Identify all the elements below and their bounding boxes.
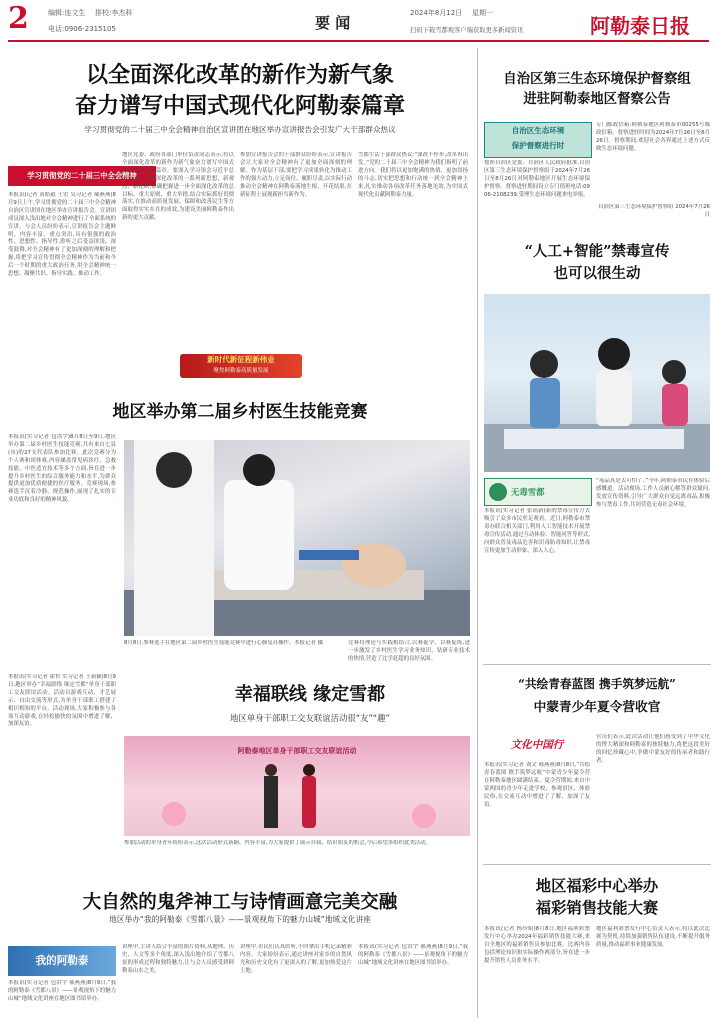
doctor-bottom-text: 竞赛将理论与实践相结合,以赛促学、以赛促练,进一步激发了乡村医生学习业务知识、钻研专业技术的热情,营造了比学赶超的良好氛围。 bbox=[348, 640, 470, 662]
youth-title-line2: 中蒙青少年夏令营收官 bbox=[533, 699, 661, 714]
lead-title-line1: 以全面深化改革的新作为新气象 bbox=[85, 62, 394, 88]
inspection-badge bbox=[484, 122, 592, 158]
phone-credit: 电话:0906-2315105 bbox=[48, 25, 116, 33]
lead-col-1: 本报讯(记者 黄皓毅 王宏 吴习记者 郝燕燕)8月9日上午,学习贯彻党的二十届三中全会精神自治区宣讲团在地区举办宣讲报告会。宣讲团成员深入浅出地对全会精神进行了全面系统的宣讲。与会人员纷纷表示,宣讲报告会主题鲜明、内容丰富、重点突出,具有很强的政治性、思想性、指导性,聆听之后受益匪浅、深受鼓舞,对全会精神有了更加深刻的理解和把握,将把学习宣传贯彻全会精神作为当前和今后一个时期的重大政治任务,用全会精神统一思想、凝聚共识、指导实践、推动工作。 bbox=[8, 192, 116, 278]
lottery-col-2: 地区福利彩票发行中心负责人表示,将以此次比赛为契机,持续加强销售队伍建设,不断提升服务质量,推动福彩事业健康发展。 bbox=[596, 926, 710, 948]
nature-badge bbox=[8, 946, 116, 976]
antidrug-col-2: “毒品真是太可怕了。”今年,阿勒泰市民在体验后感慨道。活动现场,工作人员耐心解答群众疑问,发放宣传资料,引导广大群众自觉远离毒品,积极参与禁毒工作,共同营造无毒社会环境。 bbox=[596, 478, 710, 508]
singles-banner-text: 阿勒泰地区单身干部职工交友联谊活动 bbox=[237, 747, 357, 755]
singles-col-1: 本报讯(实习记者 霍哲 实习记者 王新颖)8月9日,地区举办“幸福联线 缘定雪都”单身干部职工交友联谊活动。活动以游戏互动、才艺展示、自由交流等形式,为单身干部职工搭建了相识相知的平台。活动现场,大家积极参与各项互动游戏,在轻松愉快的氛围中增进了解、加深友谊。 bbox=[8, 674, 116, 728]
nature-col-4: 本报讯(实习记者 包洪宇 郝燕燕)8月9日,“我的阿勒泰《雪都八景》——景观视角下的魅力山城”地域文化讲座在地区图书馆举办。 bbox=[358, 944, 468, 966]
nature-col-2: 讲座中,主讲人结合丰富的图片资料,从地理、历史、人文等多个角度,深入浅出地介绍了雪都八景的形成过程和独特魅力,让与会人员感受到阿勒泰山水之美。 bbox=[122, 944, 234, 974]
nature-col-1: 本报讯(实习记者 包洪宇 郝燕燕)8月9日,“我的阿勒泰《雪都八景》——景观视角下的魅力山城”地域文化讲座在地区图书馆举办。 bbox=[8, 980, 116, 1002]
singles-photo-scene bbox=[124, 736, 470, 836]
nature-badge-text: 我的阿勒泰 bbox=[35, 955, 89, 967]
singles-subtitle: 地区单身干部职工交友联谊活动很“友”“趣” bbox=[230, 713, 390, 723]
inspection-right-text: 专门邮政信箱:阿勒泰地区阿勒泰市00255号邮政信箱。督察进驻时间为2024年7月26日至8月26日。督察期间,欢迎社会各界通过上述方式反映生态环境问题。 bbox=[596, 122, 710, 152]
singles-col-2: 参加活动的单身青年纷纷表示,这次活动形式新颖、内容丰富,为大家提供了展示自我、结识朋友的机会,今后希望多组织此类活动。 bbox=[124, 840, 432, 846]
lead-banner-text: 学习贯彻党的二十届三中全会精神 bbox=[27, 171, 137, 180]
nature-col-3: 讲座中,市民们认真聆听,不时拿出手机记录精彩内容。大家纷纷表示,通过讲座对家乡的自然风光和历史文化有了更深入的了解,更加热爱这片土地。 bbox=[240, 944, 352, 974]
doctor-caption: 8月8日,参赛选手在地区第二届乡村医生技能竞赛中进行心肺复苏操作。本报记者 摄 bbox=[124, 640, 323, 646]
singles-photo bbox=[124, 736, 470, 836]
doctor-badge-line2: 聚焦阿勒泰高质量发展 bbox=[213, 368, 269, 374]
lead-title-line2: 奋力谱写中国式现代化阿勒泰篇章 bbox=[74, 93, 405, 119]
inspection-title-line1: 自治区第三生态环境保护督察组 bbox=[503, 71, 691, 87]
column-divider bbox=[477, 48, 478, 1018]
lead-col-4: 雪都生活干部群众热议:“深改不停步,改革再出发。”党的二十届三中全会精神为我们指明了前进方向。我们将以更加饱满的热情、更加昂扬的斗志,切实把思想和行动统一到全会精神上来,扎实推动各项改革任务落地见效,为中国式现代化贡献阿勒泰力量。 bbox=[358, 152, 468, 198]
antidrug-photo-scene bbox=[484, 294, 710, 472]
youth-title-line1: “共绘青春蓝图 携手筑梦远航” bbox=[518, 677, 676, 691]
lottery-title-line2: 福彩销售技能大赛 bbox=[535, 899, 659, 917]
doctor-photo bbox=[124, 440, 470, 636]
editor-credit: 编辑:连文生 bbox=[48, 9, 86, 17]
antidrug-photo bbox=[484, 294, 710, 472]
inspection-signoff: 自治区第三生态环境保护督察组 2024年7月26日 bbox=[598, 204, 710, 218]
lottery-title-line1: 地区福彩中心举办 bbox=[535, 877, 659, 895]
badge-emblem-icon bbox=[489, 483, 507, 501]
issue-date: 2024年8月12日 bbox=[410, 9, 463, 17]
youth-badge-text: 文化中国行 bbox=[510, 739, 564, 751]
singles-title: 幸福联线 缘定雪都 bbox=[234, 684, 386, 705]
antidrug-title-line1: “人工+智能”禁毒宣传 bbox=[524, 243, 670, 260]
doctor-photo-scene bbox=[124, 440, 470, 636]
doctor-title: 地区举办第二届乡村医生技能竞赛 bbox=[112, 402, 368, 422]
doctor-header-badge bbox=[180, 354, 302, 378]
youth-col-1: 本报讯(实习记者 刘文 郝燕燕)8月8日,“共绘青春蓝图 携手筑梦远航”中蒙青少年夏令营在阿勒泰地区圆满结束。夏令营期间,来自中蒙两国的青少年走进学校、参观景区、体验民俗,在交流互动中增进了了解、加深了友谊。 bbox=[484, 762, 590, 808]
inspection-title-line2: 进驻阿勒泰地区督察公告 bbox=[523, 91, 671, 107]
nature-title: 大自然的鬼斧神工与诗情画意完美交融 bbox=[82, 892, 398, 913]
section-title: 要 闻 bbox=[315, 14, 351, 32]
inspection-badge-line2: 保护督察进行时 bbox=[511, 141, 565, 150]
youth-col-2: 营员们表示,此次活动让他们感受到了中华文化的博大精深和阿勒泰的独特魅力,将把这段美好的回忆珍藏心中,争做中蒙友好的传承者和践行者。 bbox=[596, 734, 710, 764]
lead-col-2: 地区党委、政府各部门单位负责同志表示,将以全面深化改革的新作为新气象奋力谱写中国式现代化阿勒泰篇章。要深入学习领会习近平总书记关于全面深化改革的一系列新思想、新观点、新论断,准确把握进一步全面深化改革的总目标、重大原则、重大举措,结合实际抓好贯彻落实,在推动高质量发展、保障和改善民生等方面取得实实在在的成效,为建设美丽阿勒泰作出新的更大贡献。 bbox=[122, 152, 234, 222]
masthead bbox=[0, 0, 717, 44]
antidrug-badge bbox=[484, 478, 592, 506]
lead-col-3: 参加宣讲报告会的干部群众纷纷表示,宣讲报告会让大家对全会精神有了更加全面深刻的理解。作为基层干部,要把学习成果转化为推动工作的强大动力,立足岗位、履职尽责,以实际行动推动全会精神在阿勒泰落地生根、开花结果,在新征程上展现新担当新作为。 bbox=[240, 152, 352, 198]
page-number: 2 bbox=[8, 1, 29, 36]
masthead-rule bbox=[8, 40, 709, 42]
inspection-badge-line1: 自治区生态环境 bbox=[511, 126, 565, 135]
issue-weekday: 星期一 bbox=[472, 9, 493, 17]
right-divider-2 bbox=[483, 864, 711, 865]
right-divider-1 bbox=[483, 664, 711, 665]
antidrug-title-line2: 也可以很生动 bbox=[553, 265, 641, 282]
qr-note: 扫码下载雪都观客户端获取更多新闻资讯 bbox=[410, 27, 524, 34]
doctor-badge-line1: 新时代新征程新伟业 bbox=[207, 355, 275, 364]
lottery-col-1: 本报讯(记者 杨玲娟)8月8日,地区福利彩票发行中心举办2024年福彩销售技能大赛,来自全地区的福彩销售员参加比赛。比赛内容包括理论知识和实际操作两部分,旨在进一步提升销售人员业务水平。 bbox=[484, 926, 590, 964]
lead-subtitle: 学习贯彻党的二十届三中全会精神自治区宣讲团在地区举办宣讲报告会引发广大干部群众热议 bbox=[84, 125, 396, 134]
inspection-left-text: 按照自治区党委、自治区人民政府批准,自治区第三生态环境保护督察组于2024年7月26日至8月26日对阿勒泰地区开展生态环境保护督察。督察进驻期间设立专门值班电话:0906-2108239,受理生态环境问题来电举报。 bbox=[484, 160, 590, 198]
nature-subtitle: 地区举办“我的阿勒泰《雪都八景》——景观视角下的魅力山城”地域文化讲座 bbox=[109, 915, 371, 924]
youth-badge bbox=[486, 734, 588, 756]
proofreader-credit: 排校:李杰科 bbox=[95, 9, 133, 17]
antidrug-badge-text: 无毒雪都 bbox=[511, 487, 545, 497]
antidrug-col-1: 本报讯(实习记者 张瑶新)新的禁毒宣传方式吸引了众多市民驻足观看。近日,阿勒泰市禁毒办联合相关部门,利用人工智能技术开展禁毒宣传活动,通过互动体验、智能问答等形式,向群众普及毒品危害和识毒防毒知识,让禁毒宣传更加生动形象、深入人心。 bbox=[484, 508, 590, 554]
doctor-col-1: 本报讯(实习记者 包洪宇)8月8日至9日,地区举办第二届乡村医生技能竞赛,共有来自七县(市)的27支代表队参加比赛。此次竞赛分为个人赛和团体赛,内容涵盖常见病诊疗、急救技能、中医适宜技术等多个方面,旨在进一步提升乡村医生的综合服务能力和水平,为群众提供更加优质便捷的医疗服务。竞赛现场,参赛选手沉着冷静、规范操作,展现了扎实的专业功底和良好的精神风貌。 bbox=[8, 434, 116, 504]
newspaper-name: 阿勒泰日报 bbox=[590, 14, 690, 38]
